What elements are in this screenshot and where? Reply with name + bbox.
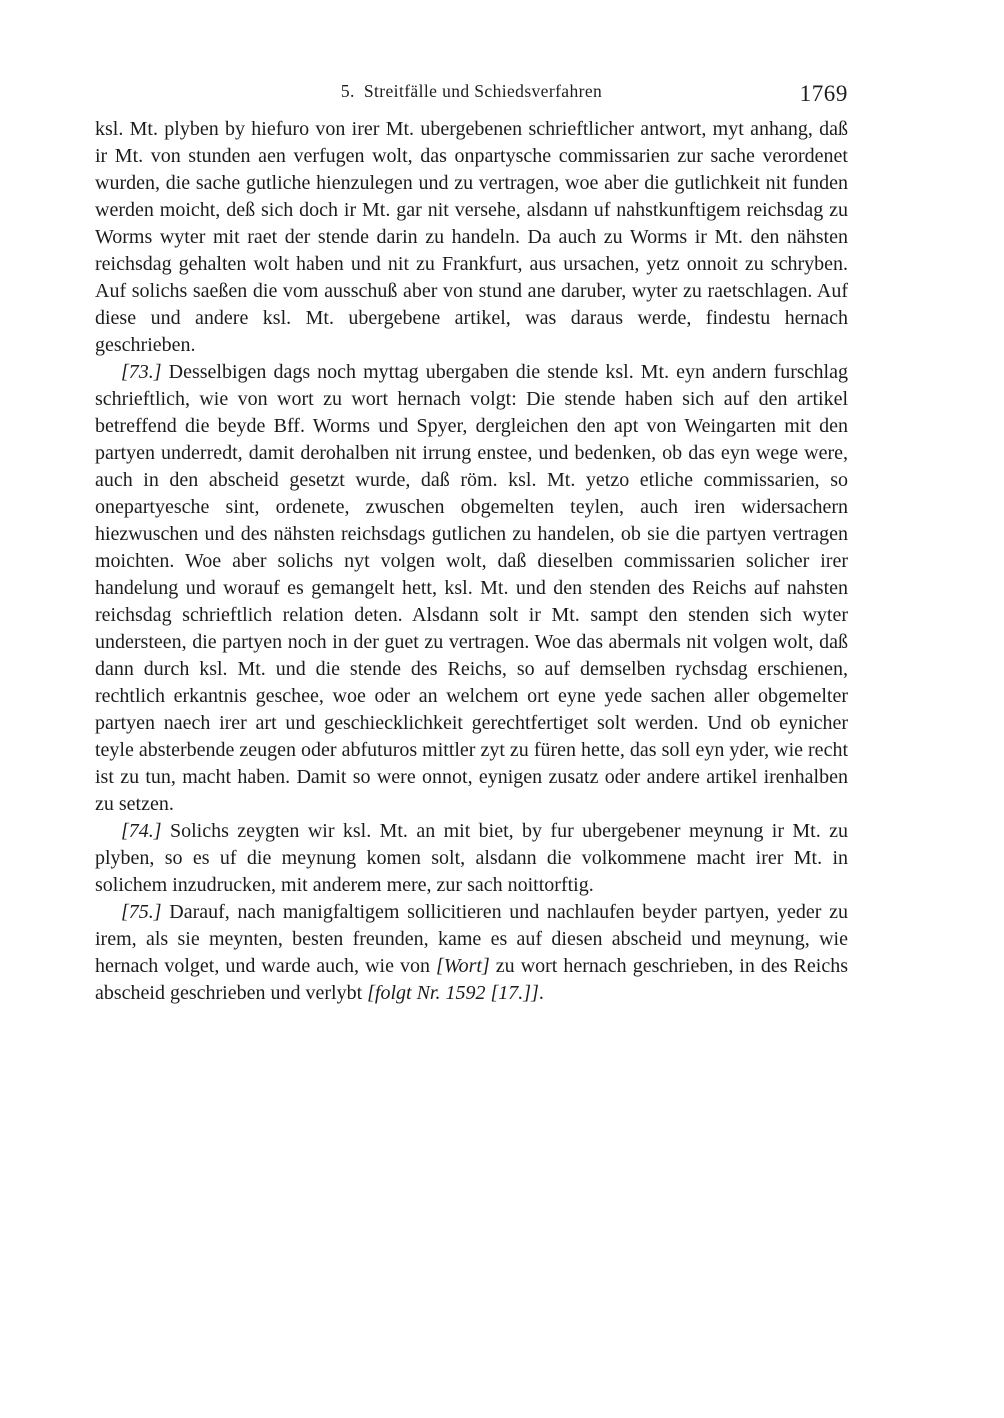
editorial-note: [Wort] xyxy=(436,955,490,977)
text-segment: Desselbigen dags noch myttag ubergaben die stende ksl. Mt. eyn andern furschlag schrieftlich, wie von wort zu wort hernach volgt: Die stende haben sich auf den artikel betreffend die beyde Bff. Worms und Spyer, dergleichen den apt von Weingarten mit den partyen underredt, damit derohalben nit irrung enstee, und bedenken, ob das eyn wege were, auch in den abscheid gesetzt wurde, daß röm. ksl. Mt. yetzo etliche commissarien, so onepartyesche sint, ordenete, zwuschen obgemelten teylen, auch iren widersachern hiezwuschen und des nähsten reichsdags gutlichen zu handelen, ob sie die partyen vertragen moichten. Woe aber solichs nyt volgen wolt, daß dieselben commissarien solicher irer handelung und worauf es gemangelt hett, ksl. Mt. und den stenden des Reichs auf nahsten reichsdag schrieftlich relation deten. Alsdann solt ir Mt. sampt den stenden sich wyter understeen, die partyen noch in der guet zu vertragen. Woe das abermals nit volgen wolt, daß dann durch ksl. Mt. und die stende des Reichs, so auf demselben rychsdag erschienen, rechtlich erkantnis geschee, woe oder an welchem ort eyne yede sachen aller obgemelter partyen naech irer art und geschiecklichkeit gerechtfertiget solt werden. Und ob eynicher teyle absterbende zeugen oder abfuturos mittler zyt zu füren hette, das soll eyn yder, wie recht ist zu tun, macht haben. Damit so were onnot, eynigen zusatz oder andere artikel irenhalben zu setzen. xyxy=(95,361,848,815)
text-segment: Solichs zeygten wir ksl. Mt. an mit biet, by fur ubergebener meynung ir Mt. zu plyben, so es uf die meynung komen solt, alsdann die volkommene macht irer Mt. in solichem inzudrucken, mit anderem mere, zur sach noittorftig. xyxy=(95,820,848,896)
text-segment: zu wort hernach geschrieben, in des Reichs abscheid geschrieben und verlybt xyxy=(95,955,848,1004)
editorial-note: [folgt Nr. 1592 [17.]] xyxy=(367,982,539,1004)
paragraph-continuation xyxy=(95,116,848,359)
page-header xyxy=(95,76,848,104)
paragraph-75 xyxy=(95,899,848,1007)
page-number: 1769 xyxy=(799,81,848,106)
text-segment: ksl. Mt. plyben by hiefuro von irer Mt. ubergebenen schrieftlicher antwort, myt anhang, daß ir Mt. von stunden aen verfugen wolt, das onpartysche commissarien zur sache verordenet wurden, die sache gutliche hienzulegen und zu vertragen, woe aber die gutlichkeit nit funden werden moicht, deß sich doch ir Mt. gar nit versehe, alsdann uf nahstkunftigem reichsdag zu Worms wyter mit raet der stende darin zu handeln. Da auch zu Worms ir Mt. den nähsten reichsdag gehalten wolt haben und nit zu Frankfurt, aus ursachen, yetz onnoit zu schryben. Auf solichs saeßen die vom ausschuß aber von stund ane daruber, wyter zu raetschlagen. Auf diese und andere ksl. Mt. ubergebene artikel, was daraus werde, findestu hernach geschrieben. xyxy=(95,118,848,356)
paragraph-73 xyxy=(95,359,848,818)
paragraph-number-label: [74.] xyxy=(121,820,162,842)
paragraph-number-label: [75.] xyxy=(121,901,162,923)
paragraph-74 xyxy=(95,818,848,899)
text-segment: . xyxy=(538,982,544,1004)
text-block xyxy=(95,116,848,1007)
paragraph-number-label: [73.] xyxy=(121,361,162,383)
running-title: 5. Streitfälle und Schiedsverfahren xyxy=(340,81,603,101)
text-segment: Darauf, nach manigfaltigem sollicitieren und nachlaufen beyder partyen, yeder zu irem, als sie meynten, besten freunden, kame es auf diesen abscheid und meynung, wie hernach volget, und warde auch, wie von xyxy=(95,901,848,977)
